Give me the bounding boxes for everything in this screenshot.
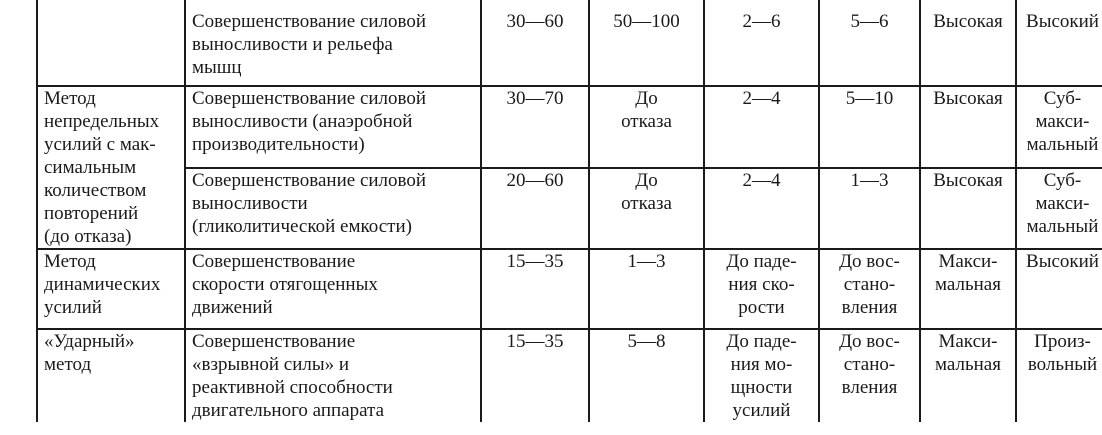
table-row [37,249,1102,329]
reps-cell: 5—8 [589,329,704,422]
reps-cell: До отказа [589,86,704,168]
rest-cell: 1—3 [819,168,920,250]
weight-cell: 30—70 [481,86,589,168]
effort-cell: Произ- вольный [1016,329,1102,422]
purpose-cell: Совершенствование силовой выносливости (гликолитической емкости) [185,168,481,250]
weight-cell: 20—60 [481,168,589,250]
speed-cell: Макси- мальная [920,249,1016,329]
sets-cell: До паде- ния мо- щности усилий [704,329,819,422]
table-row [37,0,1102,86]
weight-cell: 30—60 [481,0,589,86]
rest-cell: До вос- стано- вления [819,249,920,329]
reps-cell: До отказа [589,168,704,250]
speed-cell: Высокая [920,168,1016,250]
training-methods-table [36,0,1102,422]
sets-cell: 2—4 [704,168,819,250]
rest-cell: 5—6 [819,0,920,86]
rest-cell: До вос- стано- вления [819,329,920,422]
effort-cell: Высокий [1016,249,1102,329]
method-cell: Метод непредельных усилий с мак- симальным количеством повторений (до отказа) [37,86,185,249]
table-row [37,86,1102,168]
rest-cell: 5—10 [819,86,920,168]
sets-cell: 2—4 [704,86,819,168]
purpose-cell: Совершенствование силовой выносливости и рельефа мышц [185,0,481,86]
purpose-cell: Совершенствование силовой выносливости (анаэробной производительности) [185,86,481,168]
method-cell [37,0,185,86]
reps-cell: 1—3 [589,249,704,329]
effort-cell: Суб- макси- мальный [1016,168,1102,250]
effort-cell: Высокий [1016,0,1102,86]
weight-cell: 15—35 [481,249,589,329]
table-row [37,329,1102,422]
sets-cell: До паде- ния ско- рости [704,249,819,329]
weight-cell: 15—35 [481,329,589,422]
method-cell: Метод динамических усилий [37,249,185,329]
sets-cell: 2—6 [704,0,819,86]
purpose-cell: Совершенствование «взрывной силы» и реактивной способности двигательного аппарата [185,329,481,422]
speed-cell: Высокая [920,0,1016,86]
speed-cell: Макси- мальная [920,329,1016,422]
effort-cell: Суб- макси- мальный [1016,86,1102,168]
speed-cell: Высокая [920,86,1016,168]
method-cell: «Ударный» метод [37,329,185,422]
table-row [37,168,1102,250]
reps-cell: 50—100 [589,0,704,86]
purpose-cell: Совершенствование скорости отягощенных движений [185,249,481,329]
